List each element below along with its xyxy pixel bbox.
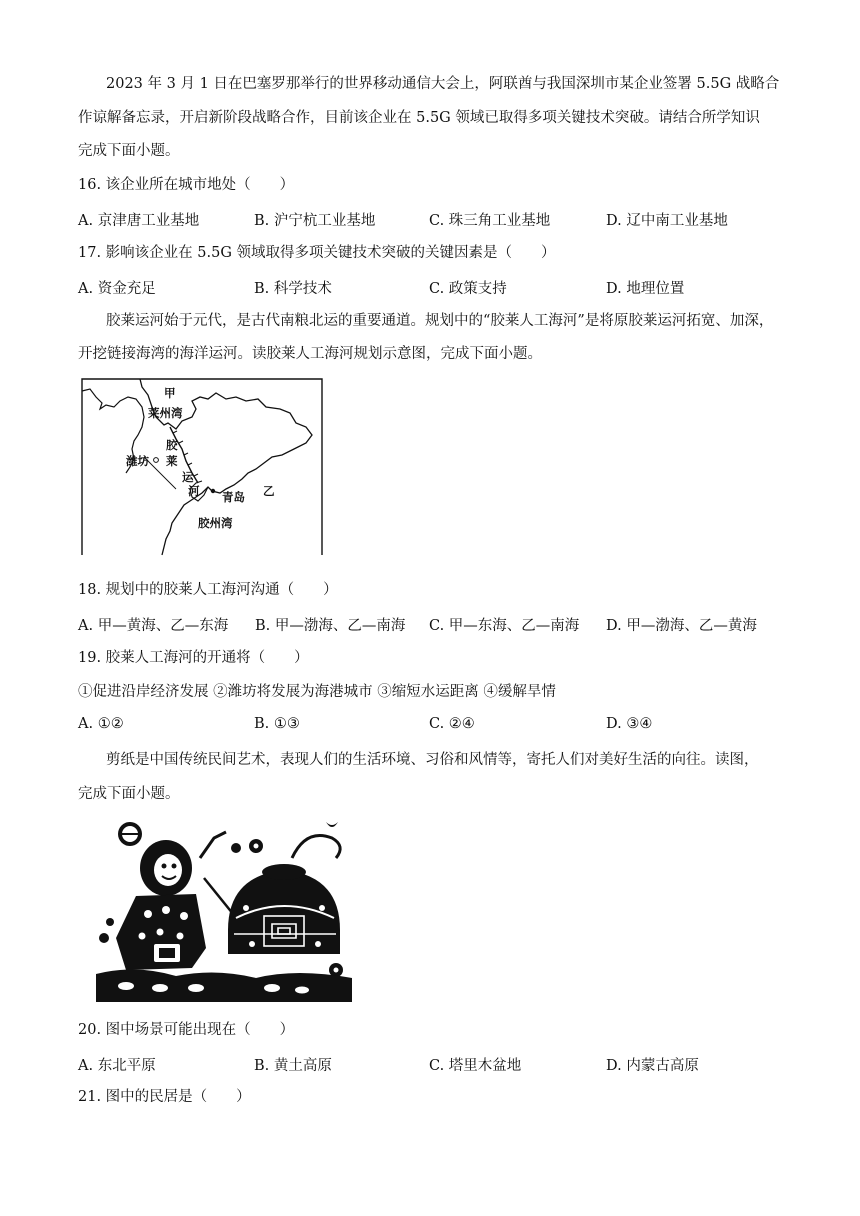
jiaolai-canal-map [80, 377, 324, 557]
option-c: C. 政策支持 [429, 281, 507, 297]
option-b: B. 黄土高原 [254, 1058, 332, 1074]
question-18-stem: 18. 规划中的胶莱人工海河沟通（ ） [78, 582, 338, 598]
option-c: C. ②④ [429, 716, 475, 732]
passage1-line2: 作谅解备忘录，开启新阶段战略合作，目前该企业在 5.5G 领域已取得多项关键技术突破。请结合所学知识 [78, 110, 760, 126]
map-label-canal-3: 运 [182, 470, 194, 484]
map-label-jia: 甲 [164, 386, 176, 400]
option-a: A. ①② [78, 716, 124, 732]
option-a: A. 京津唐工业基地 [78, 213, 200, 229]
question-21-stem: 21. 图中的民居是（ ） [78, 1089, 251, 1105]
passage1-line3: 完成下面小题。 [78, 143, 180, 159]
map-label-yi: 乙 [263, 484, 275, 498]
papercut-yurt-image [96, 818, 352, 1002]
passage1-line1: 2023 年 3 月 1 日在巴塞罗那举行的世界移动通信大会上，阿联酋与我国深圳市某企业签署 5.5G 战略合 [106, 76, 780, 92]
passage2-line2: 开挖链接海湾的海洋运河。读胶莱人工海河规划示意图，完成下面小题。 [78, 346, 542, 362]
question-19-items: ①促进沿岸经济发展 ②潍坊将发展为海港城市 ③缩短水运距离 ④缓解旱情 [78, 684, 556, 700]
option-d: D. 内蒙古高原 [606, 1058, 699, 1074]
option-b: B. ①③ [254, 716, 300, 732]
option-b: B. 沪宁杭工业基地 [254, 213, 376, 229]
map-label-canal-4: 河 [188, 484, 200, 498]
option-a: A. 甲—黄海、乙—东海 [78, 618, 229, 634]
option-d: D. 地理位置 [606, 281, 685, 297]
question-19-options [78, 716, 798, 736]
question-19-stem: 19. 胶莱人工海河的开通将（ ） [78, 650, 309, 666]
option-a: A. 资金充足 [78, 281, 156, 297]
passage3-line1: 剪纸是中国传统民间艺术，表现人们的生活环境、习俗和风情等，寄托人们对美好生活的向往。读图， [106, 752, 759, 768]
passage2-line1: 胶莱运河始于元代，是古代南粮北运的重要通道。规划中的“胶莱人工海河”是将原胶莱运河拓宽、加深， [106, 313, 774, 329]
option-b: B. 甲—渤海、乙—南海 [255, 618, 406, 634]
option-a: A. 东北平原 [78, 1058, 156, 1074]
map-label-weifang: 潍坊 [126, 454, 149, 468]
question-16-stem: 16. 该企业所在城市地处（ ） [78, 177, 295, 193]
map-label-canal-1: 胶 [166, 438, 178, 452]
option-d: D. 辽中南工业基地 [606, 213, 728, 229]
question-17-stem: 17. 影响该企业在 5.5G 领域取得多项关键技术突破的关键因素是（ ） [78, 245, 556, 261]
map-label-jiaozhouwan: 胶州湾 [198, 516, 233, 530]
option-c: C. 甲—东海、乙—南海 [429, 618, 580, 634]
question-20-options [78, 1054, 798, 1074]
option-b: B. 科学技术 [254, 281, 332, 297]
question-20-stem: 20. 图中场景可能出现在（ ） [78, 1022, 295, 1038]
option-c: C. 珠三角工业基地 [429, 213, 551, 229]
map-label-laizhouwan: 莱州湾 [148, 406, 183, 420]
map-label-qingdao: 青岛 [222, 490, 245, 504]
passage3-line2: 完成下面小题。 [78, 786, 180, 802]
question-18-options [78, 614, 798, 634]
question-17-options [78, 277, 798, 297]
map-label-canal-2: 莱 [166, 454, 178, 468]
question-16-options [78, 209, 798, 229]
option-d: D. 甲—渤海、乙—黄海 [606, 618, 757, 634]
option-c: C. 塔里木盆地 [429, 1058, 522, 1074]
option-d: D. ③④ [606, 716, 653, 732]
